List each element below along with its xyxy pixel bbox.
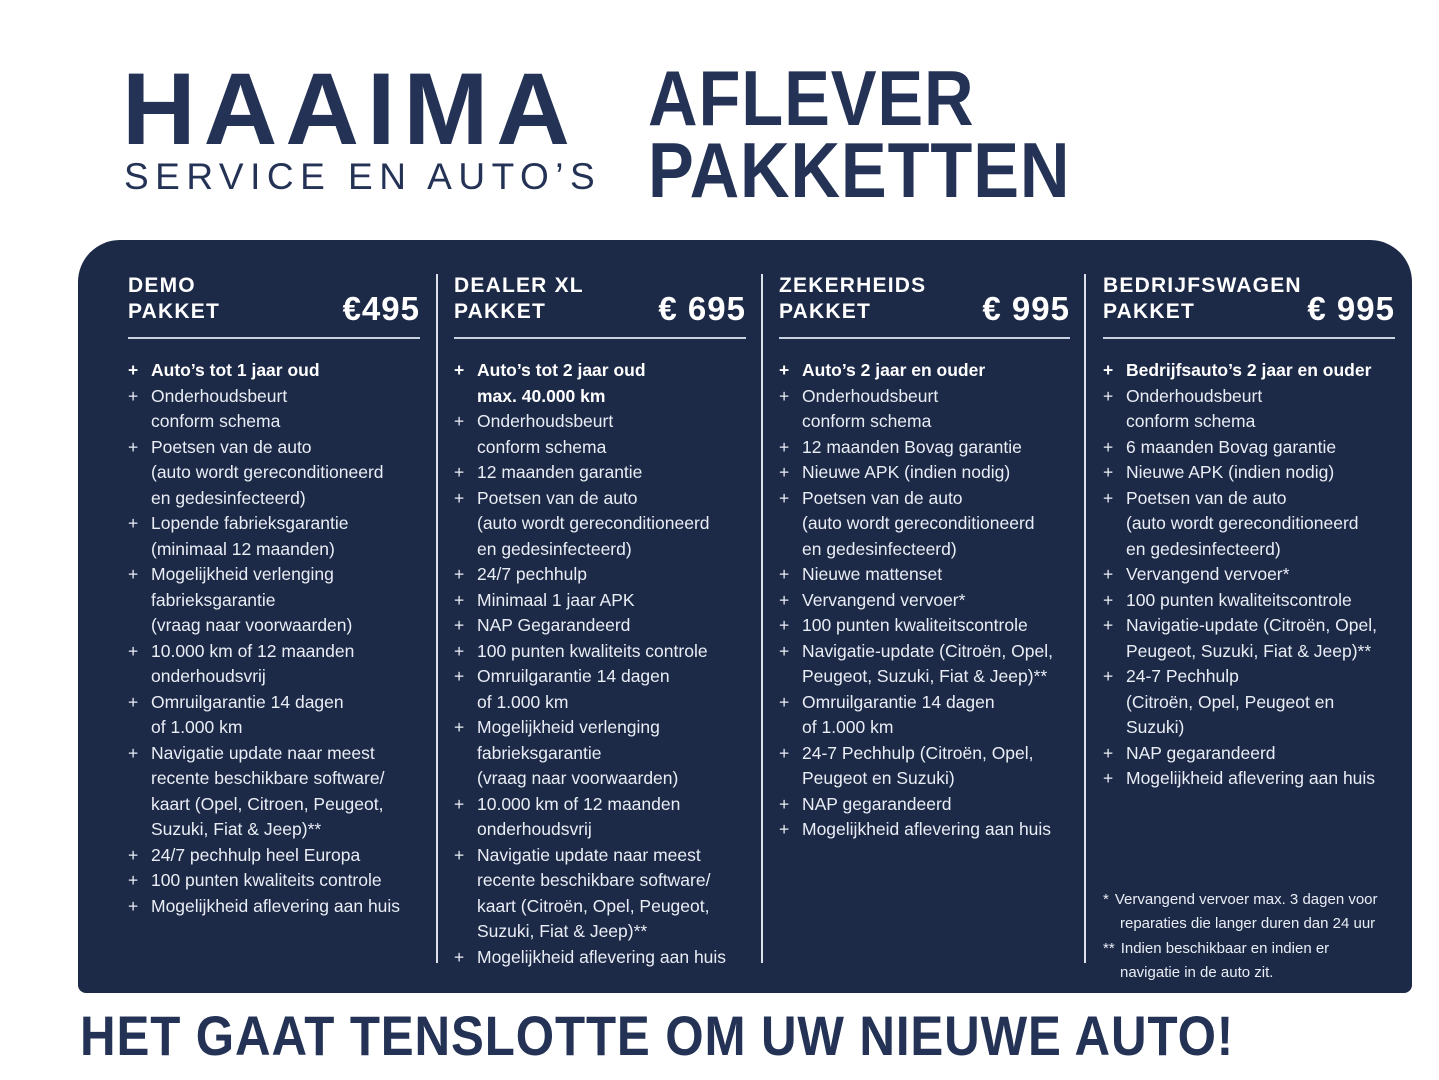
tagline: HET GAAT TENSLOTTE OM UW NIEUWE AUTO! — [80, 1004, 1235, 1067]
plus-icon: + — [128, 895, 139, 916]
package-feature — [779, 741, 1070, 792]
plus-icon: + — [779, 589, 790, 610]
plus-icon: + — [779, 742, 790, 763]
feature-text: NAP gegarandeerd — [1126, 742, 1276, 763]
package-name-line1: DEALER XL — [454, 274, 584, 297]
plus-icon: + — [128, 870, 139, 890]
feature-text: Onderhoudsbeurt conform schema — [477, 411, 614, 457]
feature-list — [128, 358, 420, 919]
package-name-line2: PAKKET — [779, 300, 871, 323]
package-feature — [1103, 384, 1395, 435]
package-feature — [779, 613, 1070, 639]
package-name-line1: BEDRIJFSWAGEN — [1103, 274, 1302, 297]
package-feature — [779, 639, 1070, 690]
feature-text: NAP Gegarandeerd — [477, 615, 631, 635]
package-column-demo — [78, 240, 437, 993]
feature-text: 100 punten kwaliteits controle — [477, 640, 708, 661]
package-feature — [454, 792, 746, 843]
feature-text: Mogelijkheid verlenging fabrieksgarantie (vraag naar voorwaarden) — [477, 717, 679, 788]
plus-icon: + — [1103, 666, 1114, 686]
plus-icon: + — [454, 666, 465, 686]
feature-text: 6 maanden Bovag garantie — [1126, 436, 1337, 457]
package-feature — [1103, 766, 1395, 792]
plus-icon: + — [128, 385, 139, 406]
feature-text: Omruilgarantie 14 dagen of 1.000 km — [151, 691, 344, 737]
plus-icon: + — [1103, 385, 1114, 406]
feature-text: Navigatie update naar meest recente beschikbare software/ kaart (Opel, Citroen, Peugeot, Suzuki, Fiat & Jeep)** — [151, 742, 385, 839]
feature-text: Poetsen van de auto (auto wordt gereconditioneerd en gedesinfecteerd) — [1126, 487, 1359, 559]
plus-icon: + — [454, 462, 465, 482]
feature-text: NAP gegarandeerd — [802, 793, 952, 814]
package-feature — [779, 792, 1070, 818]
package-feature — [779, 690, 1070, 741]
logo-subtitle: SERVICE EN AUTO’S — [124, 156, 602, 197]
feature-text: Omruilgarantie 14 dagen of 1.000 km — [802, 691, 995, 737]
feature-text: 10.000 km of 12 maanden onderhoudsvrij — [151, 640, 355, 686]
header-underline — [779, 337, 1070, 339]
package-feature — [128, 894, 420, 920]
package-feature — [128, 843, 420, 869]
package-feature — [779, 486, 1070, 563]
plus-icon: + — [779, 462, 790, 482]
package-name-line2: PAKKET — [128, 300, 220, 323]
package-price: €495 — [342, 290, 420, 327]
feature-text: Mogelijkheid aflevering aan huis — [151, 895, 401, 916]
feature-text: Vervangend vervoer* — [1126, 564, 1290, 584]
feature-text: 100 punten kwaliteitscontrole — [1126, 589, 1352, 610]
feature-text: Bedrijfsauto’s 2 jaar en ouder — [1126, 360, 1372, 380]
package-feature — [1103, 358, 1395, 384]
package-feature — [454, 639, 746, 665]
feature-text: Poetsen van de auto (auto wordt gereconditioneerd en gedesinfecteerd) — [477, 487, 710, 559]
package-name — [454, 273, 584, 325]
plus-icon: + — [1103, 589, 1114, 610]
plus-icon: + — [1103, 462, 1114, 482]
plus-icon: + — [1103, 742, 1114, 763]
header-underline — [128, 337, 420, 339]
package-price: € 995 — [1307, 290, 1395, 327]
package-feature — [779, 435, 1070, 461]
footnote-marker: ** — [1103, 939, 1115, 957]
plus-icon: + — [1103, 564, 1114, 584]
package-name — [128, 273, 220, 325]
package-feature — [454, 588, 746, 614]
package-name — [779, 273, 926, 325]
feature-text: 24-7 Pechhulp (Citroën, Opel, Peugeot en Suzuki) — [1126, 666, 1335, 737]
plus-icon: + — [454, 487, 465, 508]
feature-text: 100 punten kwaliteits controle — [151, 870, 382, 890]
package-feature — [1103, 460, 1395, 486]
package-name-line2: PAKKET — [1103, 300, 1195, 323]
plus-icon: + — [128, 513, 139, 533]
plus-icon: + — [1103, 615, 1114, 635]
footnote-marker: * — [1103, 890, 1109, 908]
plus-icon: + — [779, 385, 790, 406]
header-underline — [1103, 337, 1395, 339]
plus-icon: + — [1103, 487, 1114, 508]
plus-icon: + — [454, 844, 465, 865]
package-feature — [454, 562, 746, 588]
feature-text: 24/7 pechhulp — [477, 564, 587, 584]
package-feature — [454, 843, 746, 945]
footnote: * Vervangend vervoer max. 3 dagen voor reparaties die langer duren dan 24 uur — [1103, 890, 1378, 932]
package-feature — [128, 690, 420, 741]
package-price: € 995 — [982, 290, 1070, 327]
package-feature — [1103, 664, 1395, 741]
package-feature — [1103, 562, 1395, 588]
plus-icon: + — [128, 742, 139, 763]
package-price: € 695 — [658, 290, 746, 327]
package-feature — [779, 562, 1070, 588]
package-feature — [128, 741, 420, 843]
page-title-line2: PAKKETTEN — [648, 126, 1071, 214]
plus-icon: + — [779, 564, 790, 584]
header-underline — [454, 337, 746, 339]
feature-text: Navigatie-update (Citroën, Opel, Peugeot, Suzuki, Fiat & Jeep)** — [1126, 615, 1377, 661]
footnote: ** Indien beschikbaar en indien er navigatie in de auto zit. — [1103, 939, 1330, 981]
package-feature — [454, 486, 746, 563]
feature-text: Mogelijkheid verlenging fabrieksgarantie (vraag naar voorwaarden) — [151, 564, 353, 635]
package-feature — [779, 358, 1070, 384]
plus-icon: + — [779, 691, 790, 712]
package-feature — [1103, 486, 1395, 563]
feature-text: Nieuwe APK (indien nodig) — [1126, 462, 1335, 482]
feature-text: 10.000 km of 12 maanden onderhoudsvrij — [477, 793, 681, 839]
feature-text: 24-7 Pechhulp (Citroën, Opel, Peugeot en Suzuki) — [802, 742, 1034, 788]
package-feature — [1103, 435, 1395, 461]
plus-icon: + — [454, 640, 465, 661]
feature-text: 100 punten kwaliteitscontrole — [802, 615, 1028, 635]
package-column-dealer-xl — [437, 240, 762, 993]
package-feature — [779, 817, 1070, 843]
package-feature — [779, 588, 1070, 614]
plus-icon: + — [454, 946, 465, 967]
plus-icon: + — [454, 589, 465, 610]
feature-text: Minimaal 1 jaar APK — [477, 589, 635, 610]
package-header — [779, 273, 1070, 325]
feature-text: Onderhoudsbeurt conform schema — [1126, 385, 1263, 431]
package-feature — [1103, 613, 1395, 664]
feature-text: Lopende fabrieksgarantie (minimaal 12 maanden) — [151, 513, 349, 559]
feature-text: Mogelijkheid aflevering aan huis — [802, 819, 1052, 839]
package-header — [1103, 273, 1395, 325]
plus-icon: + — [128, 691, 139, 712]
feature-text: Auto’s tot 2 jaar oud max. 40.000 km — [477, 360, 646, 406]
feature-text: Mogelijkheid aflevering aan huis — [1126, 768, 1376, 788]
package-feature — [128, 511, 420, 562]
feature-text: Poetsen van de auto (auto wordt gereconditioneerd en gedesinfecteerd) — [802, 487, 1035, 559]
package-feature — [128, 435, 420, 512]
footnotes — [1103, 888, 1395, 986]
plus-icon: + — [779, 640, 790, 661]
feature-list — [1103, 358, 1395, 792]
plus-icon: + — [1103, 436, 1114, 457]
plus-icon: + — [454, 564, 465, 584]
package-feature — [454, 945, 746, 971]
package-feature — [1103, 741, 1395, 767]
plus-icon: + — [1103, 768, 1114, 788]
packages-panel — [78, 240, 1412, 993]
package-feature — [128, 868, 420, 894]
package-feature — [779, 460, 1070, 486]
plus-icon: + — [779, 436, 790, 457]
feature-text: Auto’s tot 1 jaar oud — [151, 360, 320, 380]
logo-name: HAAIMA — [122, 52, 578, 166]
package-name — [1103, 273, 1302, 325]
feature-list — [454, 358, 746, 970]
plus-icon: + — [779, 360, 790, 380]
package-feature — [128, 384, 420, 435]
package-feature — [128, 358, 420, 384]
feature-text: Nieuwe APK (indien nodig) — [802, 462, 1011, 482]
package-feature — [128, 639, 420, 690]
feature-text: Onderhoudsbeurt conform schema — [802, 385, 939, 431]
plus-icon: + — [1103, 360, 1114, 380]
feature-text: Onderhoudsbeurt conform schema — [151, 385, 288, 431]
package-column-bedrijfswagen — [1085, 240, 1412, 993]
feature-text: Poetsen van de auto (auto wordt gereconditioneerd en gedesinfecteerd) — [151, 436, 384, 508]
feature-text: Navigatie-update (Citroën, Opel, Peugeot, Suzuki, Fiat & Jeep)** — [802, 640, 1053, 686]
plus-icon: + — [779, 615, 790, 635]
package-feature — [454, 409, 746, 460]
package-name-line2: PAKKET — [454, 300, 546, 323]
feature-text: Navigatie update naar meest recente beschikbare software/ kaart (Citroën, Opel, Peugeot, Suzuki, Fiat & Jeep)** — [477, 844, 711, 941]
plus-icon: + — [128, 360, 139, 380]
feature-list — [779, 358, 1070, 843]
plus-icon: + — [128, 844, 139, 865]
plus-icon: + — [454, 360, 465, 380]
package-name-line1: DEMO — [128, 274, 196, 297]
feature-text: Mogelijkheid aflevering aan huis — [477, 946, 727, 967]
package-feature — [1103, 588, 1395, 614]
package-name-line1: ZEKERHEIDS — [779, 274, 927, 297]
plus-icon: + — [779, 793, 790, 814]
package-feature — [454, 613, 746, 639]
package-column-zekerheids — [762, 240, 1085, 993]
feature-text: Nieuwe mattenset — [802, 564, 943, 584]
plus-icon: + — [454, 411, 465, 431]
package-feature — [779, 384, 1070, 435]
page-title-line1: AFLEVER — [648, 54, 975, 142]
package-feature — [454, 715, 746, 792]
package-feature — [454, 664, 746, 715]
plus-icon: + — [128, 436, 139, 457]
package-feature — [128, 562, 420, 639]
feature-text: 24/7 pechhulp heel Europa — [151, 844, 361, 865]
package-header — [128, 273, 420, 325]
feature-text: Omruilgarantie 14 dagen of 1.000 km — [477, 666, 670, 712]
plus-icon: + — [454, 615, 465, 635]
feature-text: Auto’s 2 jaar en ouder — [802, 360, 986, 380]
feature-text: Vervangend vervoer* — [802, 589, 966, 610]
plus-icon: + — [128, 564, 139, 584]
package-feature — [454, 460, 746, 486]
plus-icon: + — [454, 717, 465, 737]
plus-icon: + — [128, 640, 139, 661]
plus-icon: + — [779, 487, 790, 508]
package-header — [454, 273, 746, 325]
feature-text: 12 maanden garantie — [477, 462, 643, 482]
plus-icon: + — [779, 819, 790, 839]
feature-text: 12 maanden Bovag garantie — [802, 436, 1022, 457]
package-feature — [454, 358, 746, 409]
plus-icon: + — [454, 793, 465, 814]
page-title — [648, 54, 1071, 214]
